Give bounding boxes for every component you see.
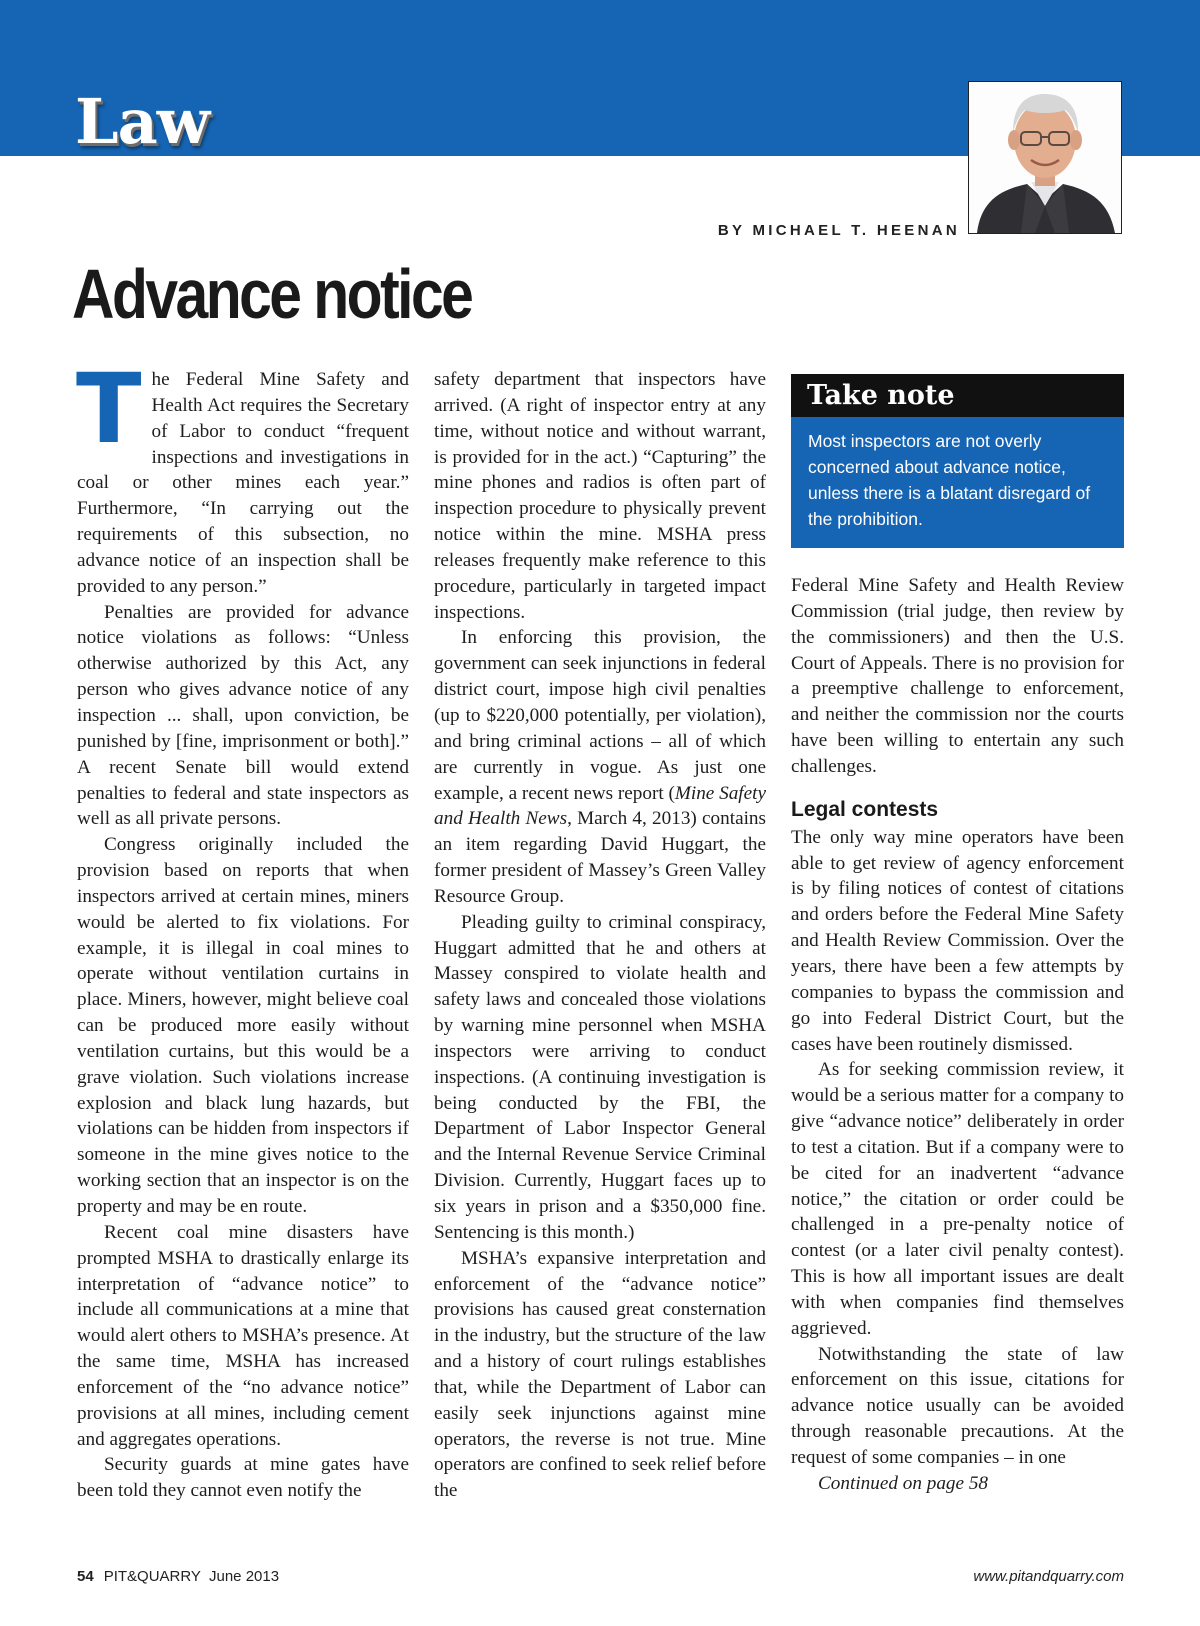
take-note-box (791, 374, 1124, 548)
publication-issue: PIT&QUARRY June 2013 (103, 1568, 280, 1585)
footer-folio (77, 1568, 279, 1585)
page-number: 54 (77, 1568, 94, 1585)
take-note-text: Most inspectors are not overly concerned about advance notice, unless there is a blatant disregard of the prohibition. (791, 417, 1124, 548)
byline: BY MICHAEL T. HEENAN (717, 222, 960, 239)
paragraph: As for seeking commission review, it would be a serious matter for a company to give “advance notice” deliberately in order to test a citation. But if a company were to be cited for an inadvertent “advance notice,” the citation or order could be challenged in a pre-penalty notice of contest (or a later civil penalty contest). This is how all important issues are dealt with when companies find themselves aggrieved. (791, 1059, 1124, 1339)
paragraph: Security guards at mine gates have been told they cannot even notify the (77, 1454, 409, 1502)
author-photo (968, 81, 1122, 234)
website-url: www.pitandquarry.com (973, 1568, 1124, 1585)
paragraph: Federal Mine Safety and Health Review Commission (trial judge, then review by the commissioners) and then the U.S. Court of Appeals. There is no provision for a preemptive challenge to enforcement, and neither the commission nor the courts have been willing to entertain any such challenges. (791, 575, 1124, 777)
section-label: Law (75, 85, 210, 158)
paragraph: Congress originally included the provision based on reports that when inspectors arrived at certain mines, miners would be alerted to fix violations. For example, it is illegal in coal mines to operate without ventilation curtains in place. Miners, however, might believe coal can be produced more easily without ventilation curtains, but this would be a grave violation. Such violations increase explosion and black lung hazards, but violations can be hidden from inspectors if someone in the mine gives notice to the working section that an inspector is on the property and may be en route. (77, 834, 409, 1217)
paragraph-text: he Federal Mine Safety and Health Act requires the Secretary of Labor to conduct “frequent inspections and investigations in coal or other mines each year.” Furthermore, “In carrying out the requirements of this subsection, no advance notice of an inspection shall be provided to any person.” (77, 369, 409, 597)
paragraph: The only way mine operators have been able to get review of agency enforcement is by filing notices of contest of citations and orders before the Federal Mine Safety and Health Review Commission. Over the years, there have been a few attempts by companies to bypass the commission and go into Federal District Court, but the cases have been routinely dismissed. (791, 826, 1124, 1055)
author-portrait-icon (969, 82, 1121, 233)
paragraph: Notwithstanding the state of law enforcement on this issue, citations for advance notice usually can be avoided through reasonable precautions. At the request of some companies – in one (791, 1343, 1124, 1468)
paragraph: Penalties are provided for advance notice violations as follows: “Unless otherwise authorized by this Act, any person who gives advance notice of any inspection ... shall, upon conviction, be punished by [fine, imprisonment or both].” A recent Senate bill would extend penalties to federal and state inspectors as well as all private persons. (77, 601, 409, 830)
column-2 (434, 367, 766, 1504)
paragraph: Pleading guilty to criminal conspiracy, Huggart admitted that he and others at Massey conspired to violate health and safety laws and concealed those violations by warning mine personnel when MSHA inspectors were arriving to conduct inspections. (A continuing investigation is being conducted by the FBI, the Department of Labor Inspector General and the Internal Revenue Service Criminal Division. Currently, Huggart faces up to six years in prison and a $350,000 fine. Sentencing is this month.) (434, 911, 766, 1243)
column-1 (76, 353, 409, 1504)
take-note-title: Take note (791, 374, 1124, 417)
headline: Advance notice (72, 255, 472, 333)
column-3 (791, 573, 1124, 1497)
paragraph-text: , March 4, 2013) contains an item regarding David Huggart, the former president of Massey’s Green Valley Resource Group. (434, 808, 766, 907)
publication-title: Mine Safety and Health News (434, 782, 766, 830)
paragraph (434, 625, 766, 909)
subhead: Legal contests (791, 797, 939, 821)
paragraph: Recent coal mine disasters have prompted MSHA to drastically enlarge its interpretation of “advance notice” to include all communications at a mine that would alert others to MSHA’s presence. At the same time, MSHA has increased enforcement of the “no advance notice” provisions at all mines, including cement and aggregates operations. (77, 1221, 409, 1450)
paragraph-text: In enforcing this provision, the government can seek injunctions in federal district court, impose high civil penalties (up to $220,000 potentially, per violation), and bring criminal actions – all of which are currently in vogue. As just one example, a recent news report ( (434, 627, 766, 804)
continued-note: Continued on page 58 (818, 1472, 989, 1494)
paragraph (76, 353, 409, 600)
paragraph: safety department that inspectors have arrived. (A right of inspector entry at any time, without notice and without warrant, is provided for in the act.) “Capturing” the mine phones and radios is often part of inspection procedure to physically prevent notice within the mine. MSHA press releases frequently make reference to this procedure, particularly in targeted impact inspections. (434, 369, 766, 623)
paragraph: MSHA’s expansive interpretation and enforcement of the “advance notice” provisions has caused great consternation in the industry, but the structure of the law and a history of court rulings establishes that, while the Department of Labor can easily seek injunctions against mine operators, the reverse is not true. Mine operators are confined to seek relief before the (434, 1247, 766, 1502)
drop-cap: T (76, 353, 142, 465)
